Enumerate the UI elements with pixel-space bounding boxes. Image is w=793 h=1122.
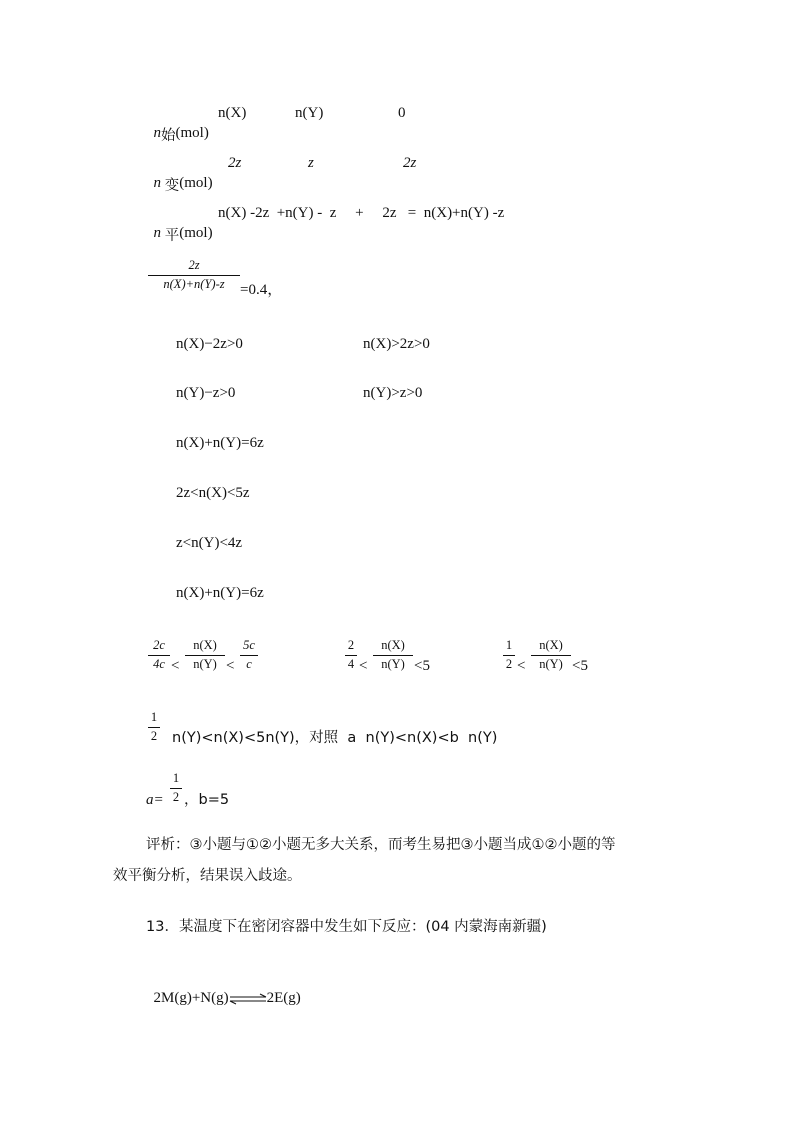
fraction-bar <box>531 655 571 656</box>
numerator: 5c <box>243 638 255 652</box>
denominator: c <box>246 657 252 671</box>
fraction-bar <box>185 655 225 656</box>
subscript-change: 变 <box>164 178 180 194</box>
row-initial-x: n(X) <box>218 105 247 121</box>
denominator: 2 <box>505 657 513 671</box>
fraction-bar <box>373 655 413 656</box>
denominator: n(Y) <box>381 657 405 671</box>
row-change-y: z <box>308 155 314 171</box>
ineq-x-minus-2z: n(X)−2z>0 <box>176 336 243 352</box>
fraction-bar <box>345 655 357 656</box>
row-change-x: 2z <box>228 155 242 171</box>
lt-sign: < <box>359 658 368 674</box>
numerator: n(X) <box>193 638 217 652</box>
numerator: 1 <box>150 710 158 724</box>
lt-5: <5 <box>414 658 430 674</box>
fraction-bar <box>240 655 258 656</box>
ineq-y-minus-z: n(Y)−z>0 <box>176 385 236 401</box>
frac-nx-ny <box>185 638 225 672</box>
n-symbol: n <box>153 225 165 241</box>
eq-sum-6z-repeat: n(X)+n(Y)=6z <box>176 585 264 601</box>
numerator: 2c <box>153 638 165 652</box>
equilibrium-arrow-icon <box>229 993 267 1005</box>
reaction-reactants: 2M(g)+N(g) <box>153 990 229 1006</box>
comment-line-1: 评析：③小题与①②小题无多大关系，而考生易把③小题当成①②小题的等 <box>146 837 616 853</box>
fraction-bar <box>503 655 515 656</box>
row-equilibrium-expr: n(X) -2z +n(Y) - z + 2z = n(X)+n(Y) -z <box>218 205 505 221</box>
unit-mol: (mol) <box>175 125 209 141</box>
lt-sign: < <box>226 658 235 674</box>
result-a-label: a= <box>146 792 164 808</box>
fraction-bar <box>148 275 240 276</box>
ineq-y-range: z<n(Y)<4z <box>176 535 243 551</box>
frac-5c-c <box>240 638 258 672</box>
numerator: 2 <box>347 638 355 652</box>
ineq-x-range: 2z<n(X)<5z <box>176 485 250 501</box>
frac-half-a <box>170 771 182 805</box>
numerator: n(X) <box>539 638 563 652</box>
row-change-e: 2z <box>403 155 417 171</box>
row-initial-label <box>146 103 209 143</box>
numerator: 1 <box>505 638 513 652</box>
unit-mol: (mol) <box>179 175 213 191</box>
fraction-bar <box>170 788 182 789</box>
row-change-label <box>146 153 213 193</box>
reaction-products: 2E(g) <box>266 990 301 1006</box>
result-b-value: ，b=5 <box>184 792 230 808</box>
ratio-rhs: =0.4， <box>240 282 283 298</box>
numerator: n(X) <box>381 638 405 652</box>
fraction-bar <box>148 727 160 728</box>
frac-nx-ny <box>373 638 413 672</box>
row-initial-e: 0 <box>398 105 406 121</box>
denominator: 4c <box>153 657 165 671</box>
comment-line-2: 效平衡分析，结果误入歧途。 <box>113 868 302 884</box>
denominator: n(Y) <box>539 657 563 671</box>
ineq-y-gt-z: n(Y)>z>0 <box>363 385 423 401</box>
ratio-denominator: n(X)+n(Y)-z <box>163 277 225 291</box>
reaction-equation <box>146 968 301 1008</box>
denominator: n(Y) <box>193 657 217 671</box>
ratio-numerator: 2z <box>188 258 200 272</box>
subscript-equilibrium: 平 <box>164 228 180 244</box>
row-initial-y: n(Y) <box>295 105 324 121</box>
frac-nx-ny <box>531 638 571 672</box>
denominator: 4 <box>347 657 355 671</box>
frac-2-4 <box>345 638 357 672</box>
eq-sum-6z: n(X)+n(Y)=6z <box>176 435 264 451</box>
frac-1-2 <box>503 638 515 672</box>
lt-5: <5 <box>572 658 588 674</box>
lt-sign: < <box>171 658 180 674</box>
denominator: 2 <box>150 729 158 743</box>
lt-sign: < <box>517 658 526 674</box>
n-symbol: n <box>153 125 161 141</box>
subscript-initial: 始 <box>161 128 176 144</box>
question-13-title: 13．某温度下在密闭容器中发生如下反应：(04 内蒙海南新疆) <box>146 919 547 935</box>
frac-half <box>148 710 160 744</box>
numerator: 1 <box>172 771 180 785</box>
n-symbol: n <box>153 175 165 191</box>
denominator: 2 <box>172 790 180 804</box>
frac-2c-4c <box>148 638 170 672</box>
row-equilibrium-label <box>146 203 213 243</box>
fraction-bar <box>148 655 170 656</box>
unit-mol: (mol) <box>179 225 213 241</box>
ineq-x-gt-2z: n(X)>2z>0 <box>363 336 430 352</box>
ratio-fraction <box>148 258 240 292</box>
result-comparison: n(Y)<n(X)<5n(Y)，对照 a n(Y)<n(X)<b n(Y) <box>172 730 498 746</box>
